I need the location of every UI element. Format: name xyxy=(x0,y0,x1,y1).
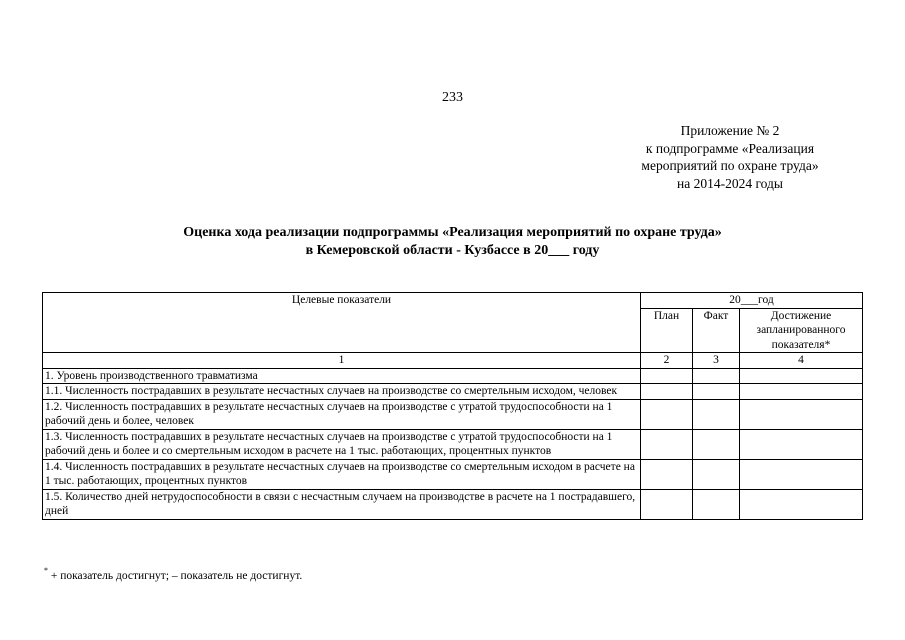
row-label: 1.2. Численность пострадавших в результате несчастных случаев на производстве с утратой трудоспособности на 1 рабочий день и более, человек xyxy=(43,399,641,429)
table-row xyxy=(43,489,863,519)
achievement-cell xyxy=(740,368,863,384)
fact-cell xyxy=(693,399,740,429)
footnote-text: + показатель достигнут; – показатель не достигнут. xyxy=(48,569,303,582)
achievement-cell xyxy=(740,399,863,429)
title-line-2: в Кемеровской области - Кузбассе в 20___ году xyxy=(305,243,600,258)
indicators-table xyxy=(42,292,863,520)
plan-cell xyxy=(641,368,693,384)
table-row xyxy=(43,399,863,429)
header-indicators: Целевые показатели xyxy=(43,293,641,353)
row-label: 1.1. Численность пострадавших в результате несчастных случаев на производстве со смертельным исходом, человек xyxy=(43,384,641,400)
row-label: 1. Уровень производственного травматизма xyxy=(43,368,641,384)
achievement-cell xyxy=(740,459,863,489)
table-number-row xyxy=(43,353,863,369)
footnote xyxy=(44,567,302,582)
fact-cell xyxy=(693,489,740,519)
fact-cell xyxy=(693,459,740,489)
header-year: 20___год xyxy=(641,293,863,309)
appendix-line: к подпрограмме «Реализация xyxy=(645,140,815,156)
plan-cell xyxy=(641,399,693,429)
achievement-cell xyxy=(740,384,863,400)
appendix-line: на 2014-2024 годы xyxy=(677,175,783,191)
table-row xyxy=(43,429,863,459)
row-label: 1.5. Количество дней нетрудоспособности в связи с несчастным случаем на производстве в расчете на 1 пострадавшего, дней xyxy=(43,489,641,519)
header-plan: План xyxy=(641,308,693,353)
column-number: 4 xyxy=(740,353,863,369)
appendix-line: мероприятий по охране труда» xyxy=(641,158,819,173)
plan-cell xyxy=(641,384,693,400)
fact-cell xyxy=(693,384,740,400)
fact-cell xyxy=(693,429,740,459)
table-header-row xyxy=(43,293,863,309)
plan-cell xyxy=(641,429,693,459)
table-row xyxy=(43,384,863,400)
appendix-note xyxy=(600,122,860,192)
header-achievement: Достижение запланированного показателя* xyxy=(740,308,863,353)
achievement-cell xyxy=(740,429,863,459)
column-number: 1 xyxy=(43,353,641,369)
table-row xyxy=(43,459,863,489)
document-title xyxy=(0,224,905,260)
header-fact: Факт xyxy=(693,308,740,353)
footnote-mark: * xyxy=(44,566,48,575)
achievement-cell xyxy=(740,489,863,519)
row-label: 1.4. Численность пострадавших в результате несчастных случаев на производстве со смертельным исходом в расчете на 1 тыс. работающих, процентных пунктов xyxy=(43,459,641,489)
page-number: 233 xyxy=(442,90,463,105)
fact-cell xyxy=(693,368,740,384)
column-number: 3 xyxy=(693,353,740,369)
appendix-line: Приложение № 2 xyxy=(680,123,780,138)
row-label: 1.3. Численность пострадавших в результате несчастных случаев на производстве с утратой трудоспособности на 1 рабочий день и более и со смертельным исходом в расчете на 1 тыс. работающих, процентных пунктов xyxy=(43,429,641,459)
table-row xyxy=(43,368,863,384)
column-number: 2 xyxy=(641,353,693,369)
title-line-1: Оценка хода реализации подпрограммы «Реализация мероприятий по охране труда» xyxy=(183,225,722,240)
plan-cell xyxy=(641,489,693,519)
plan-cell xyxy=(641,459,693,489)
